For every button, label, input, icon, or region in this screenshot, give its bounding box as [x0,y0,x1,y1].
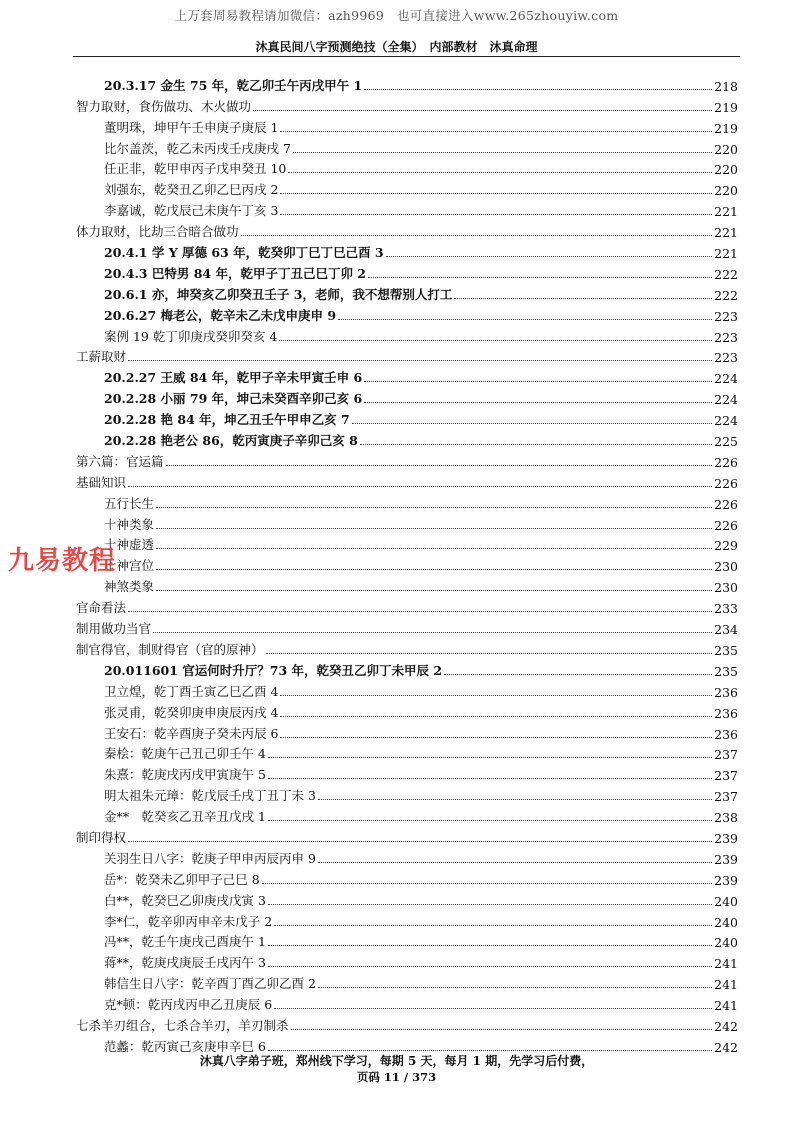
toc-dot-leader [241,235,713,236]
toc-dot-leader [280,716,712,717]
toc-entry[interactable] [76,637,738,658]
toc-entry-page: 226 [714,475,738,491]
toc-entry-title: 张灵甫，乾癸卯庚申庚辰丙戌 4 [104,704,279,720]
toc-dot-leader [444,674,712,675]
toc-entry-title: 制印得权 [76,829,127,845]
toc-dot-leader [368,277,712,278]
toc-entry-title: 20.2.27 王威 84 年，乾甲子辛未甲寅壬申 6 [104,370,363,386]
toc-entry-page: 226 [714,496,738,512]
toc-entry-title: 蒋**，乾庚戌庚辰壬戌丙午 3 [104,955,266,971]
toc-entry-title: 李嘉诚，乾戊辰己未庚午丁亥 3 [104,203,279,219]
toc-entry[interactable] [76,888,738,909]
toc-dot-leader [268,904,712,905]
toc-entry-page: 235 [714,663,738,679]
toc-entry[interactable] [76,386,738,407]
toc-entry-page: 233 [714,601,738,617]
toc-entry[interactable] [76,449,738,470]
toc-entry[interactable] [76,512,738,533]
footer-notice: 沐真八字弟子班，郑州线下学习，每期 5 天，每月 1 期，先学习后付费， [199,1054,594,1068]
toc-entry-page: 226 [714,517,738,533]
top-banner: 上万套周易教程请加微信：azh9969 也可直接进入www.265zhouyiw.com [174,8,619,23]
toc-entry[interactable] [76,261,738,282]
toc-entry[interactable] [76,595,738,616]
toc-entry-page: 236 [714,684,738,700]
toc-entry-title: 20.3.17 金生 75 年，乾乙卯壬午丙戌甲午 1 [104,77,363,93]
toc-dot-leader [454,298,712,299]
toc-dot-leader [364,89,712,90]
toc-entry-page: 242 [714,1018,738,1034]
toc-entry-title: 朱熹：乾庚戌丙戌甲寅庚午 5 [104,767,266,783]
toc-entry-title: 克*顿：乾丙戌丙申乙丑庚辰 6 [104,997,273,1013]
toc-dot-leader [291,1029,713,1030]
toc-entry-page: 241 [714,956,738,972]
toc-entry-title: 体力取财，比劫三合暗合做功 [76,224,239,240]
header-divider [73,56,740,57]
toc-entry-title: 范蠡：乾丙寅己亥庚申辛巳 6 [104,1038,266,1054]
toc-entry-page: 237 [714,768,738,784]
toc-entry-page: 238 [714,810,738,826]
toc-entry[interactable] [76,783,738,804]
toc-entry-page: 221 [714,225,738,241]
toc-dot-leader [268,945,712,946]
toc-dot-leader [280,214,712,215]
toc-dot-leader [364,381,712,382]
toc-dot-leader [156,590,712,591]
toc-dot-leader [280,737,712,738]
toc-entry-title: 20.2.28 艳 84 年，坤乙丑壬午甲申乙亥 7 [104,412,350,428]
toc-entry-page: 225 [714,434,738,450]
toc-entry-title: 20.4.3 巴特男 84 年，乾甲子丁丑己巳丁卯 2 [104,265,366,281]
toc-dot-leader [156,528,712,529]
toc-entry-page: 223 [714,329,738,345]
page-number: 页码 11 / 373 [356,1070,437,1084]
toc-entry[interactable] [76,345,738,366]
toc-dot-leader [268,778,712,779]
toc-entry-title: 工薪取财 [76,349,127,365]
toc-dot-leader [318,987,712,988]
toc-entry[interactable] [76,574,738,595]
toc-entry-page: 223 [714,308,738,324]
toc-entry[interactable] [76,700,738,721]
toc-entry-title: 十神类象 [104,516,155,532]
toc-entry-title: 刘强东，乾癸丑乙卯乙巳丙戌 2 [104,182,279,198]
toc-entry-title: 卫立煌，乾丁酉壬寅乙巳乙酉 4 [104,683,279,699]
toc-entry[interactable] [76,282,738,303]
toc-entry-title: 官命看法 [76,600,127,616]
toc-entry-page: 218 [714,78,738,94]
toc-entry-title: 五行长生 [104,495,155,511]
toc-entry-page: 224 [714,392,738,408]
toc-entry-page: 219 [714,120,738,136]
watermark-logo: 九易教程 [8,546,117,576]
toc-entry-page: 241 [714,977,738,993]
toc-entry-page: 240 [714,893,738,909]
toc-entry[interactable] [76,553,738,574]
toc-entry-title: 第六篇：官运篇 [76,453,164,469]
toc-entry-page: 239 [714,872,738,888]
toc-entry-title: 20.6.1 亦，坤癸亥乙卯癸丑壬子 3，老师，我不想帮别人打工 [104,286,453,302]
toc-dot-leader [274,925,712,926]
toc-entry-page: 240 [714,935,738,951]
toc-entry-page: 220 [714,141,738,157]
toc-dot-leader [166,465,713,466]
toc-dot-leader [279,340,712,341]
toc-entry-page: 224 [714,413,738,429]
toc-entry-title: 十神虚透 [104,537,155,553]
toc-dot-leader [262,883,712,884]
toc-dot-leader [280,695,712,696]
toc-dot-leader [268,757,712,758]
toc-entry-page: 229 [714,538,738,554]
toc-entry-title: 20.4.1 学 Y 厚德 63 年，乾癸卯丁巳丁巳己酉 3 [104,245,384,261]
toc-entry-page: 222 [714,287,738,303]
toc-dot-leader [128,841,712,842]
table-of-contents [76,73,738,1055]
toc-entry-title: 案例 19 乾丁卯庚戌癸卯癸亥 4 [104,328,278,344]
toc-entry-page: 230 [714,559,738,575]
toc-entry[interactable] [76,992,738,1013]
toc-entry-page: 221 [714,246,738,262]
toc-dot-leader [266,653,713,654]
toc-entry-title: 十神宫位 [104,558,155,574]
toc-dot-leader [156,569,712,570]
toc-entry-page: 237 [714,747,738,763]
toc-entry[interactable] [76,658,738,679]
toc-entry-title: 岳*：乾癸未乙卯甲子己巳 8 [104,871,260,887]
toc-entry[interactable] [76,157,738,178]
toc-entry-title: 白**，乾癸巳乙卯庚戌戊寅 3 [104,892,266,908]
toc-entry-page: 234 [714,622,738,638]
toc-entry-page: 222 [714,266,738,282]
toc-dot-leader [128,360,712,361]
toc-entry[interactable] [76,177,738,198]
toc-entry-page: 221 [714,204,738,220]
toc-entry[interactable] [76,930,738,951]
toc-entry-title: 秦桧：乾庚午己丑己卯壬午 4 [104,746,266,762]
toc-entry-title: 关羽生日八字：乾庚子甲申丙辰丙申 9 [104,850,316,866]
toc-entry-title: 冯**，乾壬午庚戌己酉庚午 1 [104,934,266,950]
toc-entry[interactable] [76,950,738,971]
toc-entry[interactable] [76,971,738,992]
toc-entry-title: 明太祖朱元璋：乾戊辰壬戌丁丑丁未 3 [104,788,316,804]
toc-entry[interactable] [76,721,738,742]
toc-entry-title: 20.2.28 小丽 79 年，坤己未癸酉辛卯己亥 6 [104,391,363,407]
toc-entry[interactable] [76,825,738,846]
toc-dot-leader [364,402,712,403]
toc-dot-leader [280,193,712,194]
toc-dot-leader [360,444,712,445]
toc-entry[interactable] [76,742,738,763]
toc-entry-page: 219 [714,99,738,115]
toc-entry-title: 李*仁，乾辛卯丙申辛未戊子 2 [104,913,273,929]
toc-entry[interactable] [76,303,738,324]
toc-entry-page: 220 [714,162,738,178]
toc-dot-leader [156,548,712,549]
toc-entry[interactable] [76,219,738,240]
toc-entry-title: 韩信生日八字：乾辛酉丁酉乙卯乙酉 2 [104,976,316,992]
toc-dot-leader [386,256,713,257]
toc-entry[interactable] [76,73,738,94]
toc-entry[interactable] [76,428,738,449]
toc-entry-title: 20.011601 官运何时升厅？73 年，乾癸丑乙卯丁未甲辰 2 [104,662,443,678]
toc-entry[interactable] [76,867,738,888]
toc-entry-page: 237 [714,789,738,805]
toc-entry-page: 236 [714,726,738,742]
toc-entry-page: 239 [714,830,738,846]
toc-dot-leader [288,172,712,173]
toc-dot-leader [293,152,712,153]
toc-entry[interactable] [76,491,738,512]
toc-entry-title: 金** 乾癸亥乙丑辛丑戊戌 1 [104,809,266,825]
toc-dot-leader [274,1008,712,1009]
toc-dot-leader [268,966,712,967]
toc-entry-page: 235 [714,642,738,658]
toc-entry[interactable] [76,94,738,115]
toc-entry[interactable] [76,115,738,136]
toc-entry[interactable] [76,470,738,491]
toc-entry-page: 236 [714,705,738,721]
toc-dot-leader [280,131,712,132]
toc-dot-leader [253,110,712,111]
toc-dot-leader [156,507,712,508]
toc-dot-leader [153,632,712,633]
toc-entry-title: 任正非，乾甲申丙子戊申癸丑 10 [104,161,287,177]
toc-entry-title: 比尔盖茨，乾乙未丙戌壬戌庚戌 7 [104,140,291,156]
toc-entry-title: 董明珠，坤甲午壬申庚子庚辰 1 [104,119,279,135]
toc-entry-page: 224 [714,371,738,387]
toc-entry-page: 239 [714,851,738,867]
toc-entry[interactable] [76,679,738,700]
toc-entry[interactable] [76,533,738,554]
toc-entry-title: 20.6.27 梅老公，乾辛未乙未戊申庚申 9 [104,307,337,323]
toc-entry[interactable] [76,804,738,825]
toc-entry-title: 智力取财，食伤做功、木火做功 [76,98,252,114]
toc-dot-leader [318,799,712,800]
toc-entry[interactable] [76,616,738,637]
toc-entry-title: 制用做功当官 [76,621,152,637]
toc-entry[interactable] [76,1013,738,1034]
toc-dot-leader [338,319,712,320]
toc-dot-leader [128,486,712,487]
toc-entry[interactable] [76,846,738,867]
toc-entry[interactable] [76,762,738,783]
toc-entry-page: 241 [714,998,738,1014]
toc-entry-title: 神煞类象 [104,579,155,595]
toc-entry-title: 20.2.28 艳老公 86，乾丙寅庚子辛卯己亥 8 [104,433,358,449]
toc-dot-leader [268,1050,712,1051]
document-header: 沐真民间八字预测绝技（全集） 内部教材 沐真命理 [255,40,538,54]
toc-entry[interactable] [76,136,738,157]
toc-entry[interactable] [76,909,738,930]
toc-entry[interactable] [76,324,738,345]
toc-entry-title: 基础知识 [76,474,127,490]
toc-dot-leader [318,862,712,863]
toc-entry[interactable] [76,365,738,386]
toc-entry-page: 226 [714,454,738,470]
toc-entry-page: 242 [714,1039,738,1055]
toc-entry-page: 223 [714,350,738,366]
toc-entry-title: 制官得官，制财得官（官的原神） [76,641,264,657]
toc-entry-title: 七杀羊刃组合，七杀合羊刃，羊刃制杀 [76,1017,289,1033]
toc-entry-page: 230 [714,580,738,596]
toc-dot-leader [268,820,712,821]
toc-entry-page: 240 [714,914,738,930]
toc-entry-title: 王安石：乾辛酉庚子癸未丙辰 6 [104,725,279,741]
toc-entry[interactable] [76,240,738,261]
toc-dot-leader [128,611,712,612]
toc-entry[interactable] [76,198,738,219]
toc-entry-page: 220 [714,183,738,199]
toc-dot-leader [352,423,712,424]
toc-entry[interactable] [76,407,738,428]
